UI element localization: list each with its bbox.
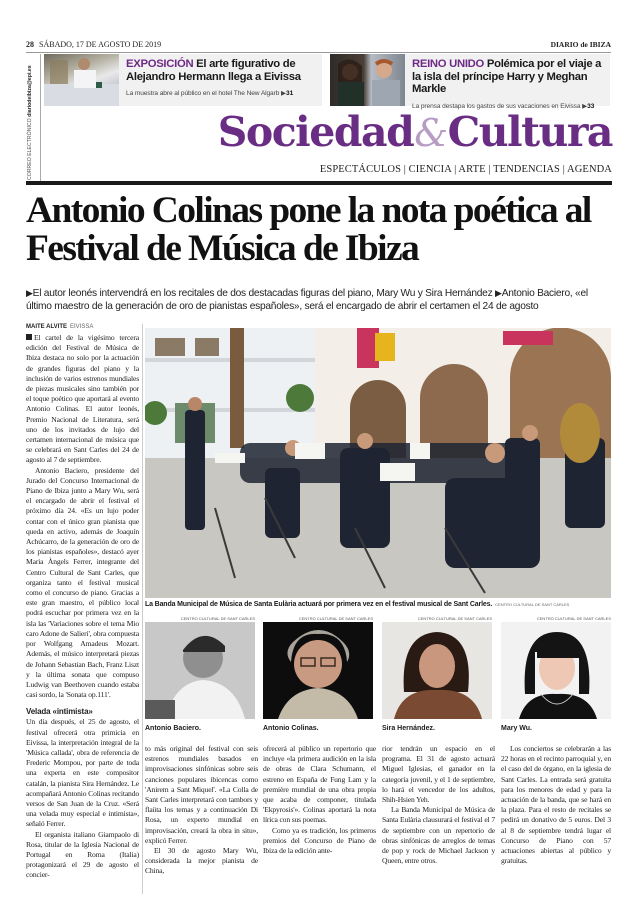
teaser-reino-unido[interactable] (330, 54, 610, 110)
teaser-keyword: REINO UNIDO (412, 58, 485, 70)
article-column-1 (26, 333, 139, 893)
photo-caption (145, 601, 615, 608)
article-column-3 (263, 744, 376, 894)
teaser-keyword: EXPOSICIÓN (126, 58, 194, 70)
deck-point-2: Antonio Baciero, «el último maestro de la generación de oro de pianistas españoles», será el encargado de abrir el certamen el 24 de agosto (26, 288, 588, 312)
caption-text: La Banda Municipal de Música de Santa Eulària actuará por primera vez en el festival musical de Sant Carles. (145, 601, 493, 608)
teaser-thumbnail (44, 54, 119, 106)
paragraph: Un día después, el 25 de agosto, el festival ofrecerá otra primicia en Eivissa, la interpretación integral de la 'Música callada', obra de referencia de Frederic Mompou, por parte de toda una experta en este compositor catalán, la pianista Sira Hernández. Le acompañará Antonio Colinas recitando versos de San Juan de la Cruz. «Será una velada muy especial e intimista», señaló Ferrer. (26, 717, 139, 829)
teaser-headline (412, 58, 606, 96)
lead-paragraph (26, 333, 139, 466)
portrait-name: Mary Wu. (501, 725, 532, 732)
portrait-mary-wu (501, 622, 611, 719)
wu-photo (501, 622, 611, 719)
teaser-summary-text: La prensa destapa los gastos de sus vacaciones en Eivissa (412, 102, 581, 110)
teaser-title: El arte figurativo de Alejandro Hermann llega a Eivissa (126, 58, 301, 83)
portrait-sira-hernandez (382, 622, 492, 719)
triangle-right-icon: ▶ (495, 288, 502, 298)
portrait-name: Sira Hernández. (382, 725, 435, 732)
section-nav: ESPECTÁCULOS | CIENCIA | ARTE | TENDENCIAS | AGENDA (319, 164, 612, 175)
portrait-antonio-baciero (145, 622, 255, 719)
byline-author: MAITE ALVITE (26, 324, 67, 330)
article-deck (26, 287, 616, 313)
deck-point-1: El autor leonés intervendrá en los recitales de dos destacadas figuras del piano, Mary Wu y Sira Hernández (32, 288, 493, 299)
royals-photo (330, 54, 405, 106)
subheading: Velada «intimista» (26, 707, 93, 717)
teaser-summary (126, 89, 318, 97)
byline (26, 324, 93, 330)
teaser-page-ref[interactable]: 31 (286, 90, 294, 97)
paragraph: La Banda Municipal de Música de Santa Eulària clausurará el festival el 7 de septiembre con un repertorio de obras sinfónicas de arreglos de temas de pop y rock de Michael Jackson y Queen, entre otros. (382, 805, 495, 866)
portrait-credit: CENTRO CULTURAL DE SANT CARLES (536, 616, 611, 621)
portrait-credit: CENTRO CULTURAL DE SANT CARLES (180, 616, 255, 621)
black-square-icon (26, 334, 32, 340)
section-masthead (140, 108, 612, 156)
portrait-name: Antonio Colinas. (263, 725, 319, 732)
masthead-ampersand: & (414, 111, 447, 155)
lead-text: El cartel de la vigésimo tercera edición del Festival de Música de Ibiza destaca no solo por la actuación de grandes figuras del piano y la inclusión de varios estrenos mundiales de piezas musicales sino también por el toque poético que aportará al evento Antonio Colinas. El autor leonés, Premio Nacional de Literatura, será uno de los invitados de lujo del certamen internacional de música que se celebrará en Sant Carles del 24 de agosto al 7 de septiembre. (26, 333, 139, 465)
email-caption: CORREO ELECTRÓNICO (27, 118, 33, 180)
email-address[interactable]: diariodeibiza@epi.es (27, 65, 33, 117)
paragraph: El organista italiano Giampaolo di Rosa, titular de la Iglesia Nacional de Portugal en Roma (Italia) protagonizará el 29 de agosto el concier- (26, 829, 139, 880)
teaser-summary-text: La muestra abre al público en el hotel The New Algarb (126, 90, 280, 97)
article-headline: Antonio Colinas pone la nota poética al Festival de Música de Ibiza (26, 190, 591, 269)
paragraph: El 30 de agosto Mary Wu, considerada la mejor pianista de China, (145, 846, 258, 876)
photo-credit: CENTRO CULTURAL DE SANT CARLES (495, 602, 570, 607)
email-sidebar (26, 54, 41, 182)
teaser-page-ref[interactable]: 33 (587, 102, 595, 110)
masthead-word-cultura: Cultura (447, 108, 612, 156)
paragraph: rior tendrán un espacio en el programa. El 31 de agosto actuará Miguel Iglesias, el ganador en la categoría juvenil, y el 1 de septiembre, lo hará el vencedor de los adultos, Shih-Hsien Yeh. (382, 744, 495, 805)
triangle-right-icon: ▶ (26, 288, 33, 298)
band-photo-illustration (145, 328, 611, 598)
folio-bar (26, 40, 611, 53)
email-label (27, 65, 33, 180)
column-divider (142, 324, 143, 894)
portrait-credit: CENTRO CULTURAL DE SANT CARLES (298, 616, 373, 621)
byline-place: EIVISSA (70, 324, 94, 330)
page-number: 28 (26, 40, 34, 49)
teaser-headline (126, 58, 318, 83)
paragraph: Los conciertos se celebrarán a las 22 horas en el recinto parroquial y, en el caso del de órgano, en la iglesia de Sant Carles. La entrada será gratuita para los menores de edad y para la actuación de la banda, que se hará en la plaza. Para el resto de recitales se pedirá un donativo de 5 euros. Del 3 al 8 de septiembre tendrá lugar el Concurso de Piano con 57 actuaciones abiertas al público y gratuitas. (501, 744, 611, 866)
paragraph: Como ya es tradición, los primeros premios del Concurso de Piano de Ibiza de la edición ante- (263, 825, 376, 856)
article-column-5 (501, 744, 611, 894)
article-column-4 (382, 744, 495, 894)
paragraph: ofrecerá al público un repertorio que incluye «la primera audición en la isla de obras de Clara Schumann, el estreno en España de Fung Lam y la première mundial de una obra propia que acaba de componer, titulada 'Ekpyrosis'». Colinas aportará la nota lírica con sus poemas. (263, 744, 376, 825)
triangle-right-icon: ▶ (281, 90, 287, 97)
teaser-thumbnail (330, 54, 405, 106)
triangle-right-icon: ▶ (582, 102, 588, 110)
portrait-credit: CENTRO CULTURAL DE SANT CARLES (417, 616, 492, 621)
paragraph: to más original del festival con seis estrenos mundiales basados en improvisaciones sinfónicas sobre seis canciones populares ibicencas como 'Anirem a Sant Miquel'. «La Colla de Sant Carles interpretará con tambors y flaüta los temas y a continuación Di Rosa, un experto mundial en improvisación, creará la obra in situ», explicó Ferrer. (145, 744, 258, 845)
artist-photo (44, 54, 119, 106)
teaser-exposicion[interactable] (44, 54, 322, 106)
baciero-photo (145, 622, 255, 719)
article-column-2 (145, 744, 258, 894)
main-photo (145, 328, 611, 598)
masthead-word-sociedad: Sociedad (217, 108, 414, 156)
masthead-rule (26, 181, 612, 185)
issue-date: SÁBADO, 17 DE AGOSTO DE 2019 (39, 40, 162, 49)
colinas-photo (263, 622, 373, 719)
hernandez-photo (382, 622, 492, 719)
teaser-title: Polémica por el viaje a la isla del príncipe Harry y Meghan Markle (412, 58, 602, 95)
paragraph: Antonio Baciero, presidente del Jurado del Concurso Internacional de Piano de Ibiza junto a Mary Wu, será el encargado de abrir el festival el próximo día 24. «Es un lujo poder contar con el único gran pianista que queda en activo, además de Joaquín Achúcarro, de la generación de oro de los pianistas españoles», destacó ayer Maria Àngels Ferrer, integrante del Centro Cultural de Sant Carles, que organiza tanto el festival musical como el concurso de piano. Gracias a este gran maestro, el público local podrá escuchar por primera vez en la isla las 'Variaciones sobre el tema Mio caro Adone de Salieri', obra compuesta por Wolfgang Amadeus Mozart. Además, el músico interpretará piezas de Johann Sebastian Bach, Franz Liszt y la última sonata que compuso Ludwig van Beethoven cuando estaba casi sordo, la 'Sonata op.111'. (26, 465, 139, 700)
portrait-name: Antonio Baciero. (145, 725, 202, 732)
newspaper-name: DIARIO de IBIZA (550, 40, 611, 49)
portrait-antonio-colinas (263, 622, 373, 719)
